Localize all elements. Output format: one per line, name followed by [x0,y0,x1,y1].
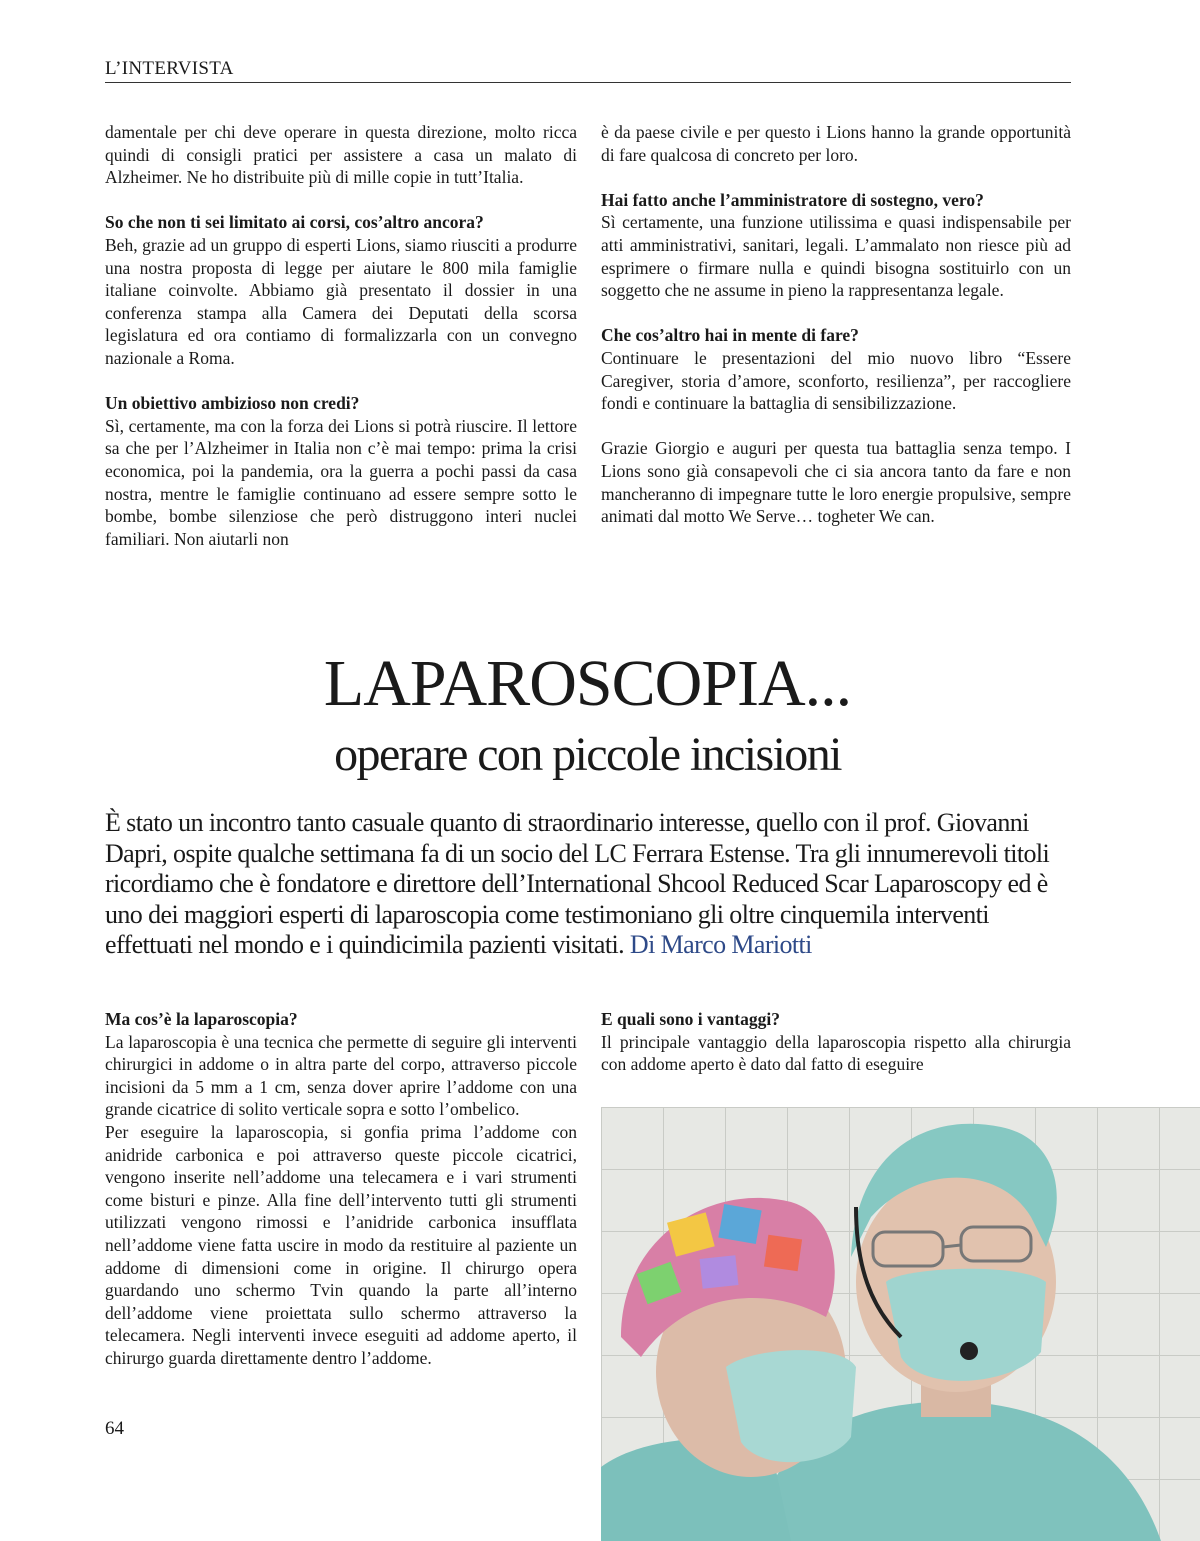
author-byline: Di Marco Mariotti [629,930,812,959]
article-column-1 [105,1008,577,1370]
article-column-2 [601,1008,1071,1076]
top-article-column-2 [601,121,1071,528]
interview-question: E quali sono i vantaggi? [601,1009,780,1029]
article-intro [105,808,1071,961]
closing-paragraph: Grazie Giorgio e auguri per questa tua battaglia senza tempo. I Lions sono già consapevoli che ci sia ancora tanto da fare e non mancheranno di impegnare tutte le loro energie propulsive, sempre animati dal motto We Serve… togheter We can. [601,438,1071,527]
paragraph: Beh, grazie ad un gruppo di esperti Lions, siamo riusciti a produrre una nostra proposta di legge per aiutare le 800 mila famiglie italiane coinvolte. Abbiamo già presentato il dossier in una conferenza stampa alla Camera dei Deputati della scorsa legislatura ed ora contiamo di formalizzarla con un convegno nazionale a Roma. [105,234,577,368]
surgeons-photo [601,1107,1200,1541]
interview-question: Che cos’altro hai in mente di fare? [601,325,859,346]
paragraph: Per eseguire la laparoscopia, si gonfia prima l’addome con anidride carbonica e poi attraverso queste piccole cicatrici, vengono inserite nell’addome una telecamera e i vari strumenti come bisturi e pinze. Alla fine dell’intervento tutti gli strumenti utilizzati vengono rimossi e l’anidride carbonica insufflata nell’addome viene fatta uscire in modo da restituire al paziente un addome di dimensioni come in origine. Il chirurgo opera guardando uno schermo Tvin quando la parte all’interno dell’addome viene proiettata sullo schermo attraverso la telecamera. Negli interventi invece eseguiti ad addome aperto, il chirurgo guarda direttamente dentro l’addome. [105,1121,577,1368]
interview-question: So che non ti sei limitato ai corsi, cos’altro ancora? [105,212,484,233]
intro-text: È stato un incontro tanto casuale quanto di straordinario interesse, quello con il prof. Giovanni Dapri, ospite qualche settimana fa di un socio del LC Ferrara Estense. Tra gli innumerevoli titoli ricordiamo che è fondatore e direttore dell’International Shcool Reduced Scar Laparoscopy ed è uno dei maggiori esperti di laparoscopia come testimoniano gli oltre cinquemila interventi effettuati nel mondo e i quindicimila pazienti visitati. [105,808,1050,959]
interview-question: Ma cos’è la laparoscopia? [105,1009,298,1029]
page-number: 64 [105,1418,124,1439]
paragraph: Sì certamente, una funzione utilissima e quasi indispensabile per atti amministrativi, sanitari, legali. L’ammalato non riesce più ad esprimere o firmare nulla e quindi bisogna sostituirlo con un soggetto che ne assume in pieno la rappresentanza legale. [601,212,1071,301]
header-rule [105,82,1071,83]
paragraph: è da paese civile e per questo i Lions hanno la grande opportunità di fare qualcosa di concreto per loro. [601,122,1071,165]
interview-question: Hai fatto anche l’amministratore di sostegno, vero? [601,189,984,210]
paragraph: Continuare le presentazioni del mio nuovo libro “Essere Caregiver, storia d’amore, sconforto, resilienza”, per raccogliere fondi e continuare la battaglia di sensibilizzazione. [601,347,1071,414]
article-subtitle: operare con piccole incisioni [334,728,841,781]
paragraph: La laparoscopia è una tecnica che permette di seguire gli interventi chirurgici in addome o in altra parte del corpo, attraverso piccole incisioni da 5 mm a 1 cm, senza dover aprire l’addome con una grande cicatrice di solito verticale sopra e sotto l’ombelico. [105,1031,577,1120]
surgeons-illustration [601,1107,1200,1541]
top-article-column-1 [105,121,577,550]
paragraph: Sì, certamente, ma con la forza dei Lions si potrà riuscire. Il lettore sa che per l’Alzheimer in Italia non c’è mai tempo: prima la crisi economica, poi la pandemia, ora la guerra a pochi passi da casa nostra, mentre le famiglie continuano ad essere sempre sotto le bombe, bombe silenziose che però distruggono interi nuclei familiari. Non aiutarli non [105,415,577,549]
surgical-mask [886,1269,1046,1381]
article-title: LAPAROSCOPIA... [323,647,852,720]
headset-mic-icon [960,1342,978,1360]
paragraph: Il principale vantaggio della laparoscopia rispetto alla chirurgia con addome aperto è dato dal fatto di eseguire [601,1031,1071,1075]
interview-question: Un obiettivo ambizioso non credi? [105,393,360,414]
paragraph: damentale per chi deve operare in questa direzione, molto ricca quindi di consigli pratici per assistere a casa un malato di Alzheimer. Ne ho distribuite più di mille copie in tutt’Italia. [105,122,577,188]
section-label: L’INTERVISTA [105,58,234,79]
